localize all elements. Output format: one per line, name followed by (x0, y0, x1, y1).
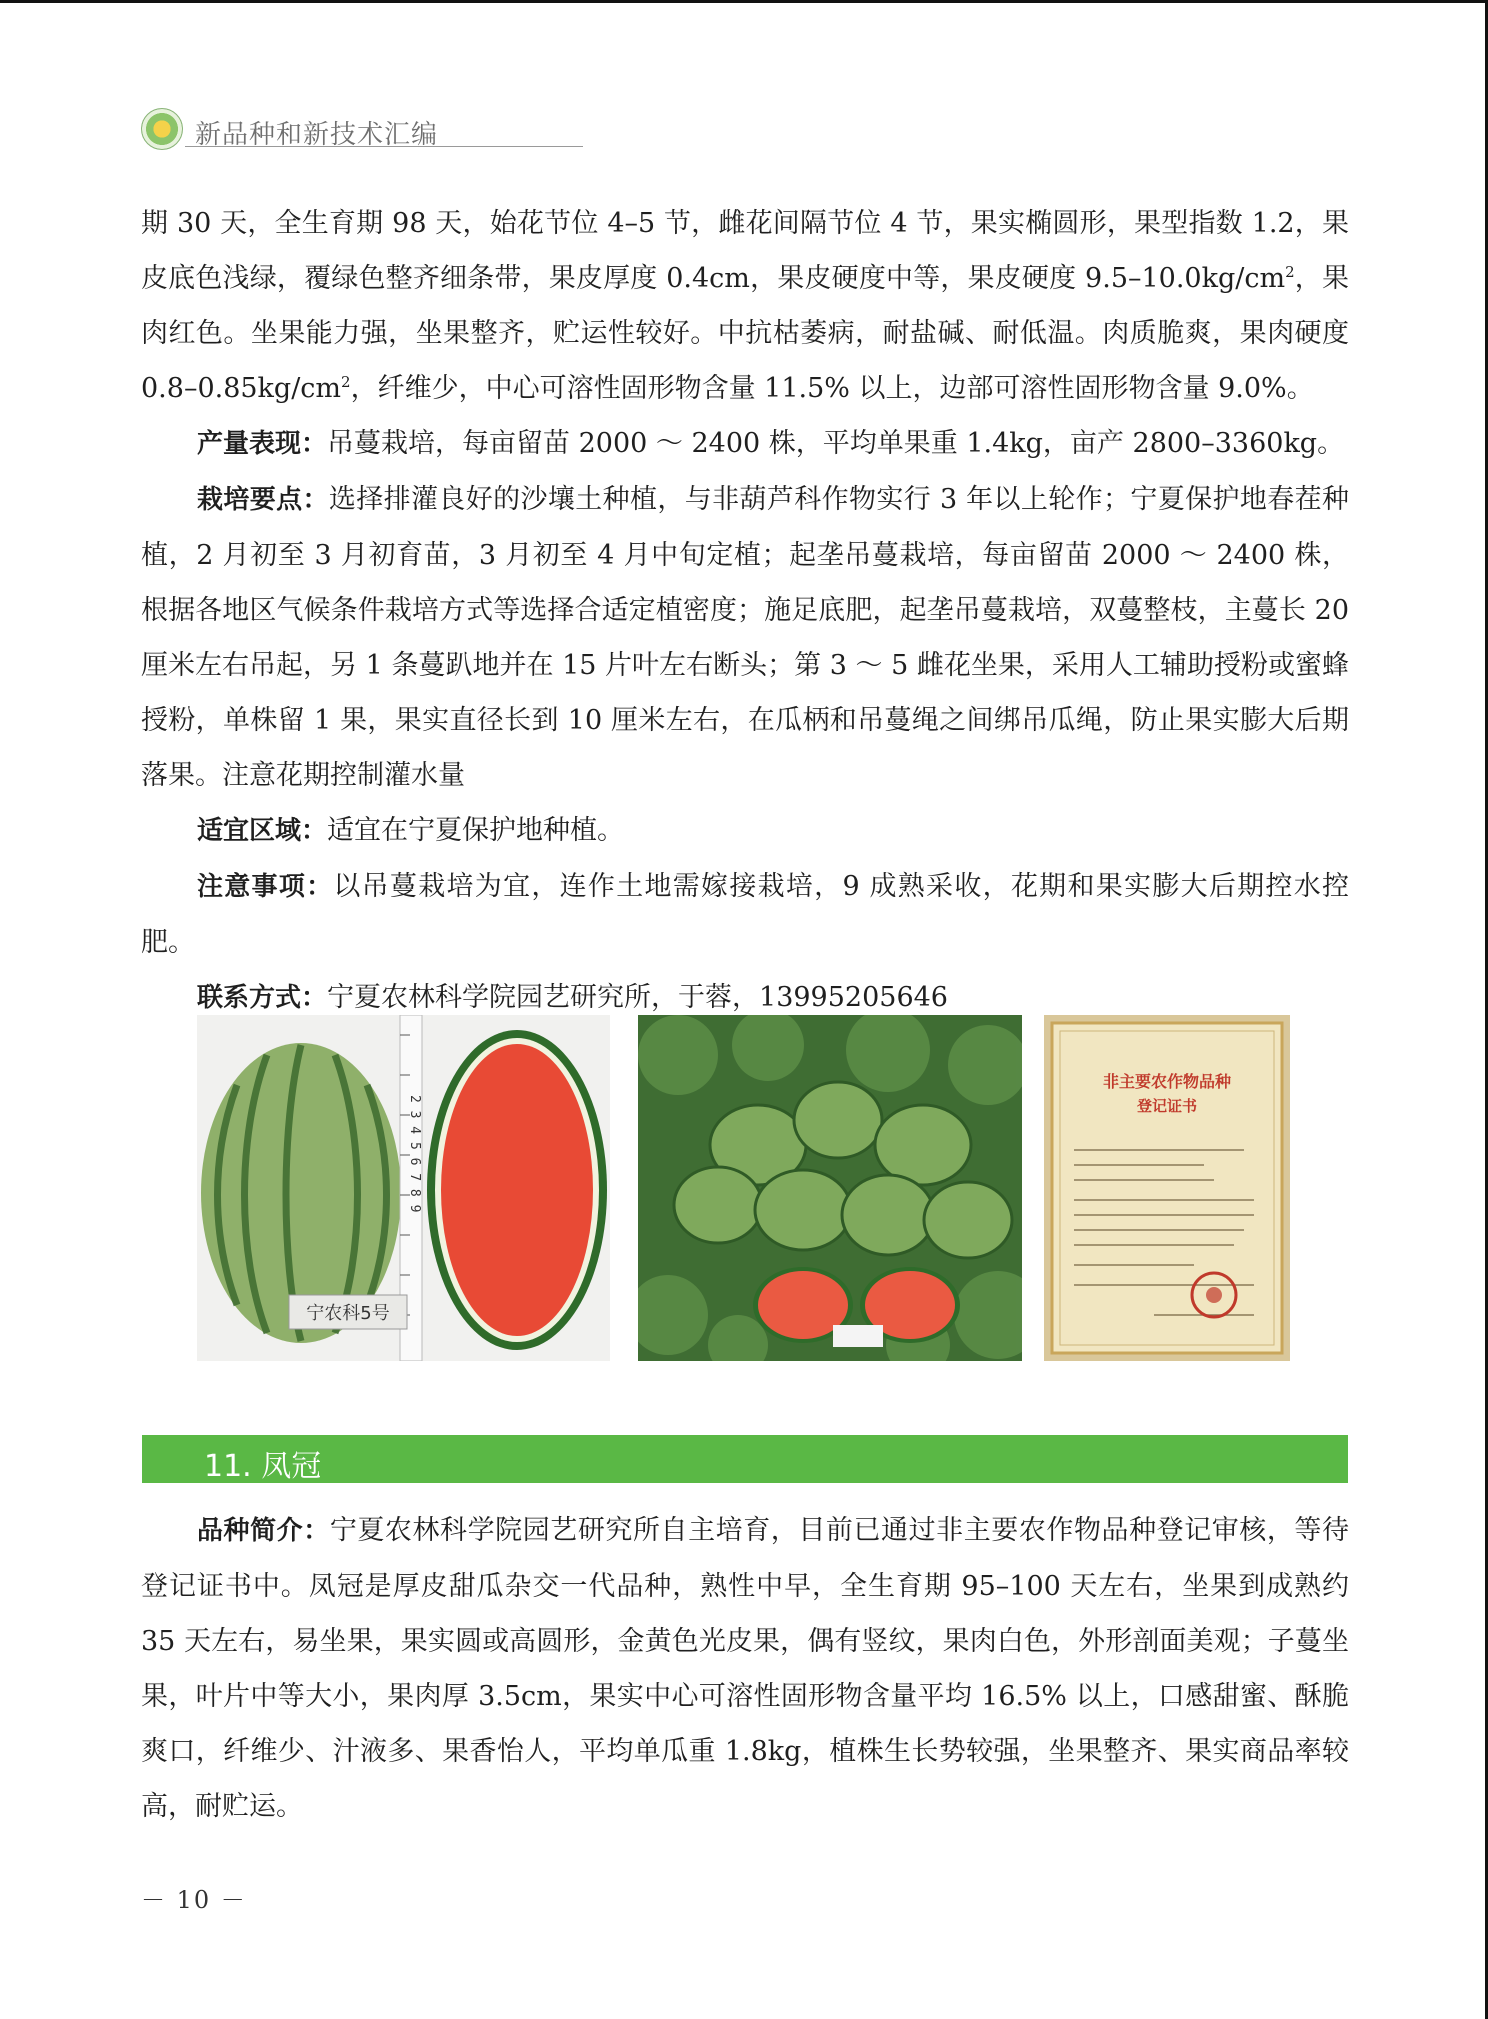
intro-text-part2: ，果肉红色。坐果能力强，坐果整齐，贮运性较好。中抗枯萎病，耐盐碱、耐低温。肉质脆爽，果肉硬度 0.8–0.85kg/cm (141, 263, 1349, 404)
publication-logo-icon (141, 108, 183, 150)
header-title: 新品种和新技术汇编 (195, 120, 439, 150)
main-text-block (141, 196, 1349, 1026)
notes-label: 注意事项： (197, 872, 334, 902)
region-text: 适宜在宁夏保护地种植。 (327, 815, 625, 846)
page-top-border (0, 0, 1488, 3)
ruler-digits: 2 3 4 5 6 7 8 9 (407, 1095, 422, 1213)
section-title: 11. 凤冠 (204, 1449, 322, 1484)
intro-superscript-2: 2 (341, 373, 351, 391)
yield-text: 吊蔓栽培，每亩留苗 2000 ～ 2400 株，平均单果重 1.4kg，亩产 2800–3360kg。 (327, 428, 1345, 459)
cultivation-paragraph (141, 472, 1349, 803)
watermelon-cut-photo (197, 1015, 610, 1361)
watermelon-field-photo (638, 1015, 1022, 1361)
variety-intro-text: 宁夏农林科学院园艺研究所自主培育，目前已通过非主要农作物品种登记审核，等待登记证书中。凤冠是厚皮甜瓜杂交一代品种，熟性中早，全生育期 95–100 天左右，坐果到成熟约 35 天左右，易坐果，果实圆或高圆形，金黄色光皮果，偶有竖纹，果肉白色，外形剖面美观；子蔓坐果，叶片中等大小，果肉厚 3.5cm，果实中心可溶性固形物含量平均 16.5% 以上，口感甜蜜、酥脆爽口，纤维少、汁液多、果香怡人，平均单瓜重 1.8kg，植株生长势较强，坐果整齐、果实商品率较高，耐贮运。 (141, 1515, 1349, 1822)
variety-text-block (141, 1503, 1349, 1834)
intro-superscript: 2 (1285, 263, 1295, 281)
section-heading-bar (142, 1435, 1348, 1483)
page-header (141, 108, 561, 152)
notes-paragraph (141, 859, 1349, 970)
page-number: － 10 － (141, 1886, 247, 1914)
contact-text: 宁夏农林科学院园艺研究所，于蓉，13995205646 (327, 982, 948, 1013)
region-label: 适宜区域： (197, 816, 328, 846)
intro-text-part1: 期 30 天，全生育期 98 天，始花节位 4–5 节，雌花间隔节位 4 节，果实椭圆形，果型指数 1.2，果皮底色浅绿，覆绿色整齐细条带，果皮厚度 0.4cm，果皮硬度中等，果皮硬度 9.5–10.0kg/cm (141, 208, 1349, 294)
certificate-photo (1044, 1015, 1290, 1361)
certificate-title-line2: 登记证书 (1136, 1097, 1198, 1115)
variety-intro-label: 品种简介： (197, 1516, 330, 1546)
intro-text-part3: ，纤维少，中心可溶性固形物含量 11.5% 以上，边部可溶性固形物含量 9.0%。 (350, 373, 1314, 404)
photo1-caption: 宁农科5号 (306, 1303, 390, 1324)
certificate-title-line1: 非主要农作物品种 (1102, 1072, 1232, 1091)
notes-text: 以吊蔓栽培为宜，连作土地需嫁接栽培，9 成熟采收，花期和果实膨大后期控水控肥。 (141, 871, 1349, 958)
cultivation-label: 栽培要点： (197, 485, 329, 515)
region-paragraph (141, 803, 1349, 859)
variety-intro-paragraph (141, 1503, 1349, 1834)
contact-label: 联系方式： (197, 983, 328, 1013)
yield-paragraph (141, 416, 1349, 472)
intro-paragraph (141, 196, 1349, 416)
cultivation-text: 选择排灌良好的沙壤土种植，与非葫芦科作物实行 3 年以上轮作；宁夏保护地春茬种植，2 月初至 3 月初育苗，3 月初至 4 月中旬定植；起垄吊蔓栽培，每亩留苗 2000 ～ 2400 株，根据各地区气候条件栽培方式等选择合适定植密度；施足底肥，起垄吊蔓栽培，双蔓整枝，主蔓长 20 厘米左右吊起，另 1 条蔓趴地并在 15 片叶左右断头；第 3 ～ 5 雌花坐果，采用人工辅助授粉或蜜蜂授粉，单株留 1 果，果实直径长到 10 厘米左右，在瓜柄和吊蔓绳之间绑吊瓜绳，防止果实膨大后期落果。注意花期控制灌水量 (141, 484, 1349, 791)
yield-label: 产量表现： (197, 429, 328, 459)
